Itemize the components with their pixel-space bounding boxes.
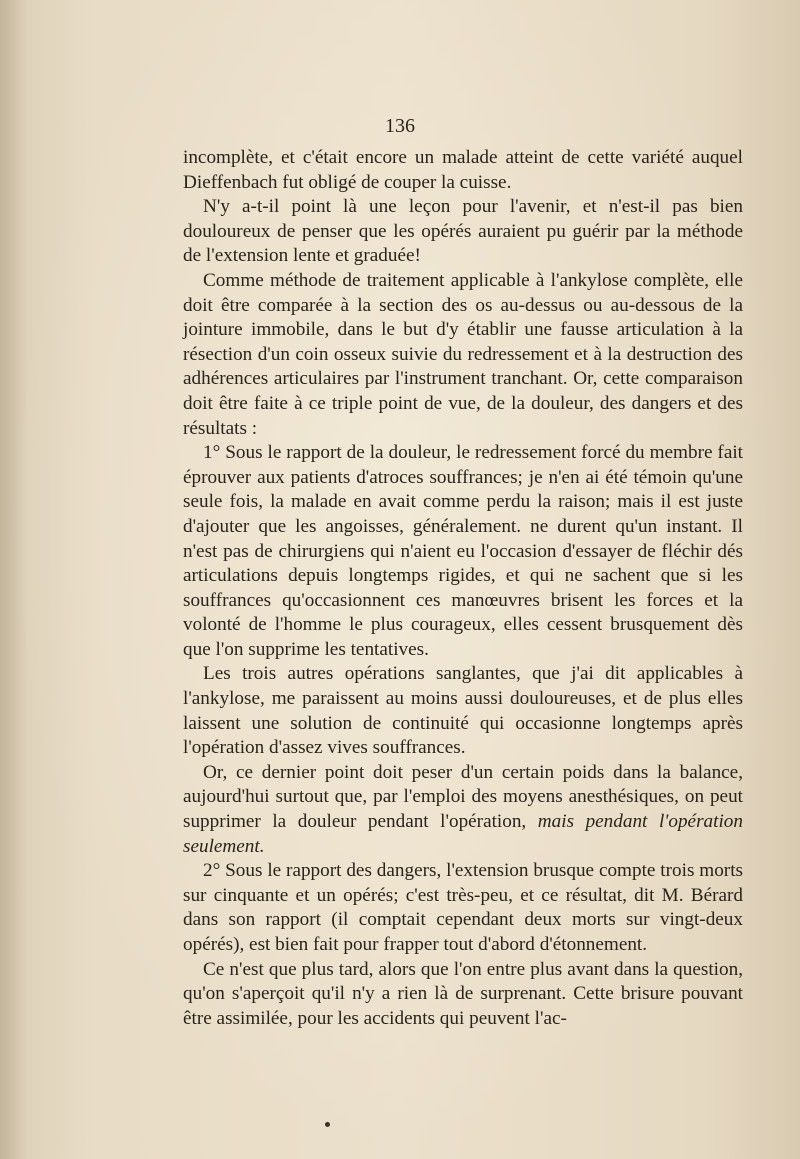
ink-dot xyxy=(325,1122,330,1127)
paragraph-6-italic: mais pendant l'opération seulement. xyxy=(183,811,743,857)
paragraph-1: incomplète, et c'était encore un malade atteint de cette variété auquel Dieffenbach fut obligé de couper la cuisse. xyxy=(183,147,743,193)
paragraph-3: Comme méthode de traitement applicable à l'ankylose complète, elle doit être comparée à la section des os au-dessus ou au-dessous de la jointure immobile, dans le but d'y établir une fausse articulation à la résection d'un coin osseux suivie du redressement et à la destruction des adhérences articulaires par l'instrument tranchant. Or, cette comparaison doit être faite à ce triple point de vue, de la douleur, des dangers et des résultats : xyxy=(183,269,743,439)
paragraph-6-text: Or, ce dernier point doit peser d'un certain poids dans la balance, aujourd'hui surtout que, par l'emploi des moyens anesthésiques, on peut supprimer la douleur pendant l'opération, xyxy=(183,761,743,833)
paragraph-6 xyxy=(183,761,743,859)
gutter-shadow xyxy=(0,0,28,1159)
paragraph-7: 2° Sous le rapport des dangers, l'extension brusque compte trois morts sur cinquante et un opérés; c'est très-peu, et ce résultat, dit M. Bérard dans son rapport (il comptait cependant deux morts sur vingt-deux opérés), est bien fait pour frapper tout d'abord d'étonnement. xyxy=(183,860,743,955)
page-number: 136 xyxy=(385,115,415,137)
paragraph-8: Ce n'est que plus tard, alors que l'on entre plus avant dans la question, qu'on s'aperçoit qu'il n'y a rien là de surprenant. Cette brisure pouvant être assimilée, pour les accidents qui peuvent l'ac- xyxy=(183,958,743,1029)
paragraph-4: 1° Sous le rapport de la douleur, le redressement forcé du membre fait éprouver aux patients d'atroces souffrances; je n'en ai été témoin qu'une seule fois, la malade en avait comme perdu la raison; mais il est juste d'ajouter que les angoisses, généralement. ne durent qu'un instant. Il n'est pas de chirurgiens qui n'aient eu l'occasion d'essayer de fléchir dés articulations depuis longtemps rigides, et qui ne sachent que si les souffrances qu'occasionnent ces manœuvres brisent les forces et la volonté de l'homme le plus courageux, elles cessent brusquement dès que l'on supprime les tentatives. xyxy=(183,442,743,660)
paragraph-5: Les trois autres opérations sanglantes, que j'ai dit applicables à l'ankylose, me paraissent au moins aussi douloureuses, et de plus elles laissent une solution de continuité qui occasionne longtemps après l'opération d'assez vives souffrances. xyxy=(183,663,743,759)
paragraph-2: N'y a-t-il point là une leçon pour l'avenir, et n'est-il pas bien douloureux de penser que les opérés auraient pu guérir par la méthode de l'extension lente et graduée! xyxy=(183,196,743,267)
body-text xyxy=(183,146,743,1031)
